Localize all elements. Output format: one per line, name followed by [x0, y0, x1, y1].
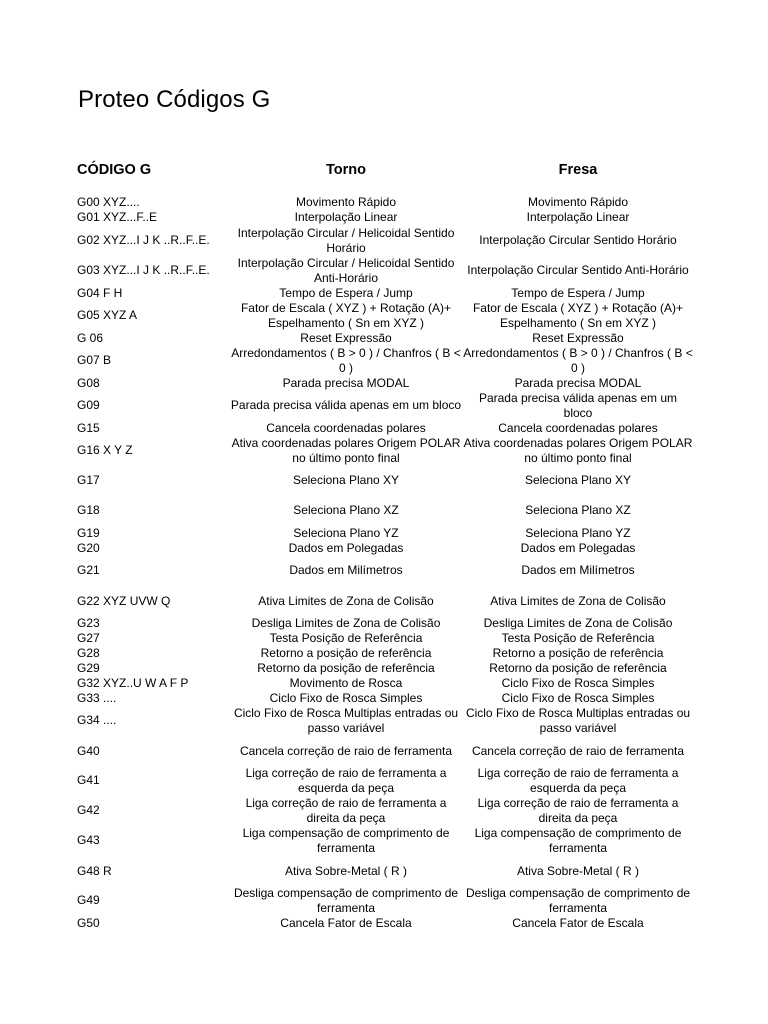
row-torno: Seleciona Plano XY — [292, 472, 400, 487]
row-torno: Movimento Rápido — [295, 194, 397, 209]
row-fresa: Seleciona Plano XY — [524, 472, 632, 487]
row-fresa: Liga correção de raio de ferramenta a esquerda da peça — [477, 765, 679, 795]
row-fresa: Seleciona Plano YZ — [525, 525, 631, 540]
row-code: G34 .... — [77, 713, 117, 727]
column-header-code: CÓDIGO G — [77, 162, 152, 178]
table-row — [0, 502, 768, 518]
row-torno: Liga correção de raio de ferramenta a direita da peça — [245, 795, 447, 825]
row-torno: Dados em Milímetros — [289, 562, 403, 577]
table-row — [0, 675, 768, 691]
row-torno: Desliga compensação de comprimento de ferramenta — [233, 885, 459, 915]
row-code: G33 .... — [77, 690, 117, 705]
row-fresa: Dados em Milímetros — [521, 562, 635, 577]
row-torno: Retorno a posição de referência — [260, 645, 432, 660]
row-code: G21 — [77, 562, 100, 577]
row-code: G42 — [77, 803, 100, 817]
row-fresa: Ativa Limites de Zona de Colisão — [490, 593, 666, 608]
table-row — [0, 300, 768, 331]
table-row — [0, 795, 768, 826]
row-code: G00 XYZ.... — [77, 194, 140, 209]
row-code: G48 R — [77, 863, 112, 878]
table-row — [0, 420, 768, 436]
row-torno: Cancela correção de raio de ferramenta — [239, 743, 453, 758]
table-row — [0, 285, 768, 301]
table-row — [0, 375, 768, 391]
row-code: G09 — [77, 398, 100, 412]
row-torno: Seleciona Plano XZ — [293, 502, 399, 517]
table-row — [0, 645, 768, 661]
row-fresa: Dados em Polegadas — [520, 540, 636, 555]
row-fresa: Ativa Sobre-Metal ( R ) — [516, 863, 640, 878]
table-row — [0, 593, 768, 609]
table-row — [0, 209, 768, 225]
row-code: G29 — [77, 660, 100, 675]
row-torno: Arredondamentos ( B > 0 ) / Chanfros ( B < 0 ) — [231, 345, 461, 375]
row-fresa: Seleciona Plano XZ — [525, 502, 631, 517]
row-fresa: Tempo de Espera / Jump — [511, 285, 645, 300]
table-row — [0, 630, 768, 646]
table-row — [0, 225, 768, 256]
table-row — [0, 345, 768, 376]
column-header-fresa: Fresa — [558, 162, 598, 178]
row-code: G04 F H — [77, 285, 123, 300]
table-row — [0, 690, 768, 706]
row-torno: Ciclo Fixo de Rosca Multiplas entradas ou passo variável — [233, 705, 459, 735]
row-code: G50 — [77, 915, 100, 930]
row-code: G 06 — [77, 330, 104, 345]
document-title: Proteo Códigos G — [78, 86, 271, 113]
row-torno: Parada precisa válida apenas em um bloco — [230, 398, 462, 412]
table-row — [0, 705, 768, 736]
row-code: G05 XYZ A — [77, 308, 138, 322]
row-code: G08 — [77, 375, 100, 390]
row-code: G03 XYZ...I J K ..R..F..E. — [77, 263, 210, 277]
row-fresa: Desliga Limites de Zona de Colisão — [483, 615, 673, 630]
row-fresa: Ciclo Fixo de Rosca Multiplas entradas ou passo variável — [465, 705, 691, 735]
table-row — [0, 255, 768, 286]
row-fresa: Reset Expressão — [532, 330, 624, 345]
row-torno: Testa Posição de Referência — [269, 630, 423, 645]
row-torno: Movimento de Rosca — [289, 675, 403, 690]
row-fresa: Liga compensação de comprimento de ferramenta — [474, 825, 682, 855]
row-fresa: Retorno da posição de referência — [489, 660, 667, 675]
row-torno: Interpolação Linear — [294, 209, 398, 224]
table-row — [0, 765, 768, 796]
table-row — [0, 330, 768, 346]
row-code: G18 — [77, 502, 100, 517]
row-code: G41 — [77, 773, 100, 787]
row-fresa: Interpolação Circular Sentido Anti-Horário — [467, 263, 689, 277]
row-torno: Cancela Fator de Escala — [280, 915, 412, 930]
row-torno: Retorno da posição de referência — [257, 660, 435, 675]
row-fresa: Interpolação Linear — [526, 209, 630, 224]
row-torno: Cancela coordenadas polares — [266, 420, 426, 435]
table-row — [0, 660, 768, 676]
row-torno: Interpolação Circular / Helicoidal Sentido Anti-Horário — [237, 255, 455, 285]
row-fresa: Parada precisa válida apenas em um bloco — [478, 390, 678, 420]
table-row — [0, 825, 768, 856]
row-fresa: Parada precisa MODAL — [514, 375, 642, 390]
row-torno: Desliga Limites de Zona de Colisão — [251, 615, 441, 630]
row-code: G17 — [77, 472, 100, 487]
table-row — [0, 915, 768, 931]
row-torno: Ativa Sobre-Metal ( R ) — [284, 863, 408, 878]
table-row — [0, 615, 768, 631]
table-row — [0, 540, 768, 556]
row-fresa: Testa Posição de Referência — [501, 630, 655, 645]
row-fresa: Ativa coordenadas polares Origem POLAR no último ponto final — [463, 435, 693, 465]
row-fresa: Movimento Rápido — [527, 194, 629, 209]
row-torno: Ativa coordenadas polares Origem POLAR no último ponto final — [231, 435, 461, 465]
row-code: G43 — [77, 833, 100, 847]
row-fresa: Fator de Escala ( XYZ ) + Rotação (A)+ Espelhamento ( Sn em XYZ ) — [472, 300, 684, 330]
table-row — [0, 562, 768, 578]
row-code: G02 XYZ...I J K ..R..F..E. — [77, 233, 210, 247]
table-row — [0, 525, 768, 541]
row-code: G40 — [77, 743, 100, 758]
row-fresa: Ciclo Fixo de Rosca Simples — [501, 690, 655, 705]
table-row — [0, 390, 768, 421]
row-torno: Liga correção de raio de ferramenta a esquerda da peça — [245, 765, 447, 795]
row-code: G19 — [77, 525, 100, 540]
row-code: G23 — [77, 615, 100, 630]
row-torno: Tempo de Espera / Jump — [279, 285, 413, 300]
row-code: G15 — [77, 420, 100, 435]
row-code: G20 — [77, 540, 100, 555]
row-torno: Parada precisa MODAL — [282, 375, 410, 390]
row-fresa: Retorno a posição de referência — [492, 645, 664, 660]
table-row — [0, 194, 768, 210]
row-code: G32 XYZ..U W A F P — [77, 675, 189, 690]
row-fresa: Arredondamentos ( B > 0 ) / Chanfros ( B < 0 ) — [463, 345, 693, 375]
table-row — [0, 472, 768, 488]
row-code: G49 — [77, 893, 100, 907]
row-code: G07 B — [77, 353, 112, 367]
row-code: G16 X Y Z — [77, 443, 133, 457]
column-header-torno: Torno — [326, 162, 366, 178]
table-row — [0, 435, 768, 466]
table-row — [0, 885, 768, 916]
row-torno: Reset Expressão — [300, 330, 392, 345]
row-fresa: Desliga compensação de comprimento de ferramenta — [465, 885, 691, 915]
row-code: G27 — [77, 630, 100, 645]
row-torno: Ativa Limites de Zona de Colisão — [258, 593, 434, 608]
row-fresa: Liga correção de raio de ferramenta a direita da peça — [477, 795, 679, 825]
row-fresa: Interpolação Circular Sentido Horário — [479, 233, 677, 247]
row-torno: Interpolação Circular / Helicoidal Sentido Horário — [237, 225, 455, 255]
table-row — [0, 743, 768, 759]
row-code: G01 XYZ...F..E — [77, 209, 158, 224]
row-fresa: Cancela coordenadas polares — [498, 420, 658, 435]
row-code: G22 XYZ UVW Q — [77, 593, 171, 608]
row-torno: Dados em Polegadas — [288, 540, 404, 555]
row-fresa: Ciclo Fixo de Rosca Simples — [501, 675, 655, 690]
row-torno: Liga compensação de comprimento de ferramenta — [242, 825, 450, 855]
row-fresa: Cancela Fator de Escala — [512, 915, 644, 930]
row-fresa: Cancela correção de raio de ferramenta — [471, 743, 685, 758]
row-torno: Ciclo Fixo de Rosca Simples — [269, 690, 423, 705]
row-torno: Seleciona Plano YZ — [293, 525, 399, 540]
row-code: G28 — [77, 645, 100, 660]
table-row — [0, 863, 768, 879]
row-torno: Fator de Escala ( XYZ ) + Rotação (A)+ Espelhamento ( Sn em XYZ ) — [240, 300, 452, 330]
